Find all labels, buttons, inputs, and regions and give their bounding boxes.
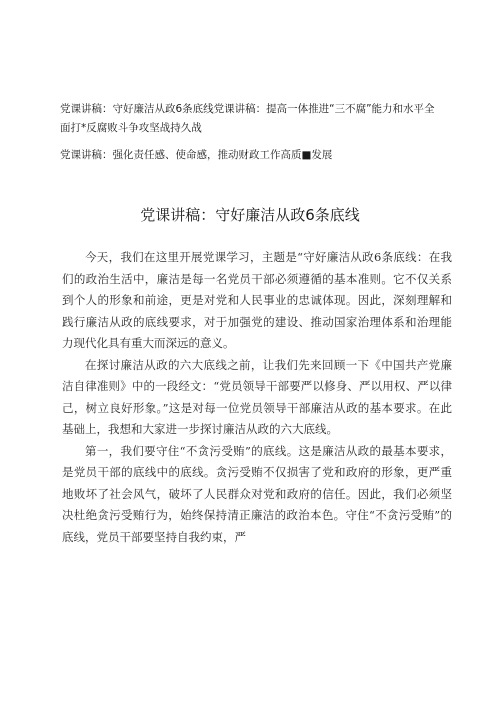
related-title-line-1: 党课讲稿：守好廉洁从政6条底线党课讲稿：提高一体推进“三不腐”能力和水平全	[60, 103, 435, 115]
related-titles-header	[60, 100, 452, 165]
header-spacer	[60, 138, 452, 146]
paragraph-first-bottom-line: 第一，我们要守住“不贪污受贿”的底线。这是廉洁从政的最基本要求，是党员干部的底线中的底线。贪污受贿不仅损害了党和政府的形象，更严重地败坏了社会风气，破坏了人民群众对党和政府的信任。因此，我们必须坚决杜绝贪污受贿行为，始终保持清正廉洁的政治本色。守住“不贪污受贿”的底线，党员干部要坚持自我约束，严	[62, 443, 452, 544]
related-title-line-2: 面打*反腐败斗争攻坚战持久战	[60, 122, 202, 134]
paragraph-intro: 今天，我们在这里开展党课学习，主题是“守好廉洁从政6条底线：在我们的政治生活中，廉洁是每一名党员干部必须遵循的基本准则。它不仅关系到个人的形象和前途，更是对党和人民事业的忠诚体现。因此，深刻理解和践行廉洁从政的底线要求，对于加强党的建设、推动国家治理体系和治理能力现代化具有重大而深远的意义。	[62, 250, 452, 350]
paragraph-regulations: 在探讨廉洁从政的六大底线之前，让我们先来回顾一下《中国共产党廉洁自律准则》中的一段经文：“党员领导干部要严以修身、严以用权、严以律己，树立良好形象。”这是对每一位党员领导干部廉洁从政的基本要求。在此基础上，我想和大家进一步探讨廉洁从政的六大底线。	[62, 357, 452, 436]
document-title: 党课讲稿：守好廉洁从政6条底线	[140, 206, 360, 224]
document-body	[62, 247, 452, 548]
related-title-line-3: 党课讲稿：强化责任感、使命感，推动财政工作高质■发展	[60, 149, 333, 161]
